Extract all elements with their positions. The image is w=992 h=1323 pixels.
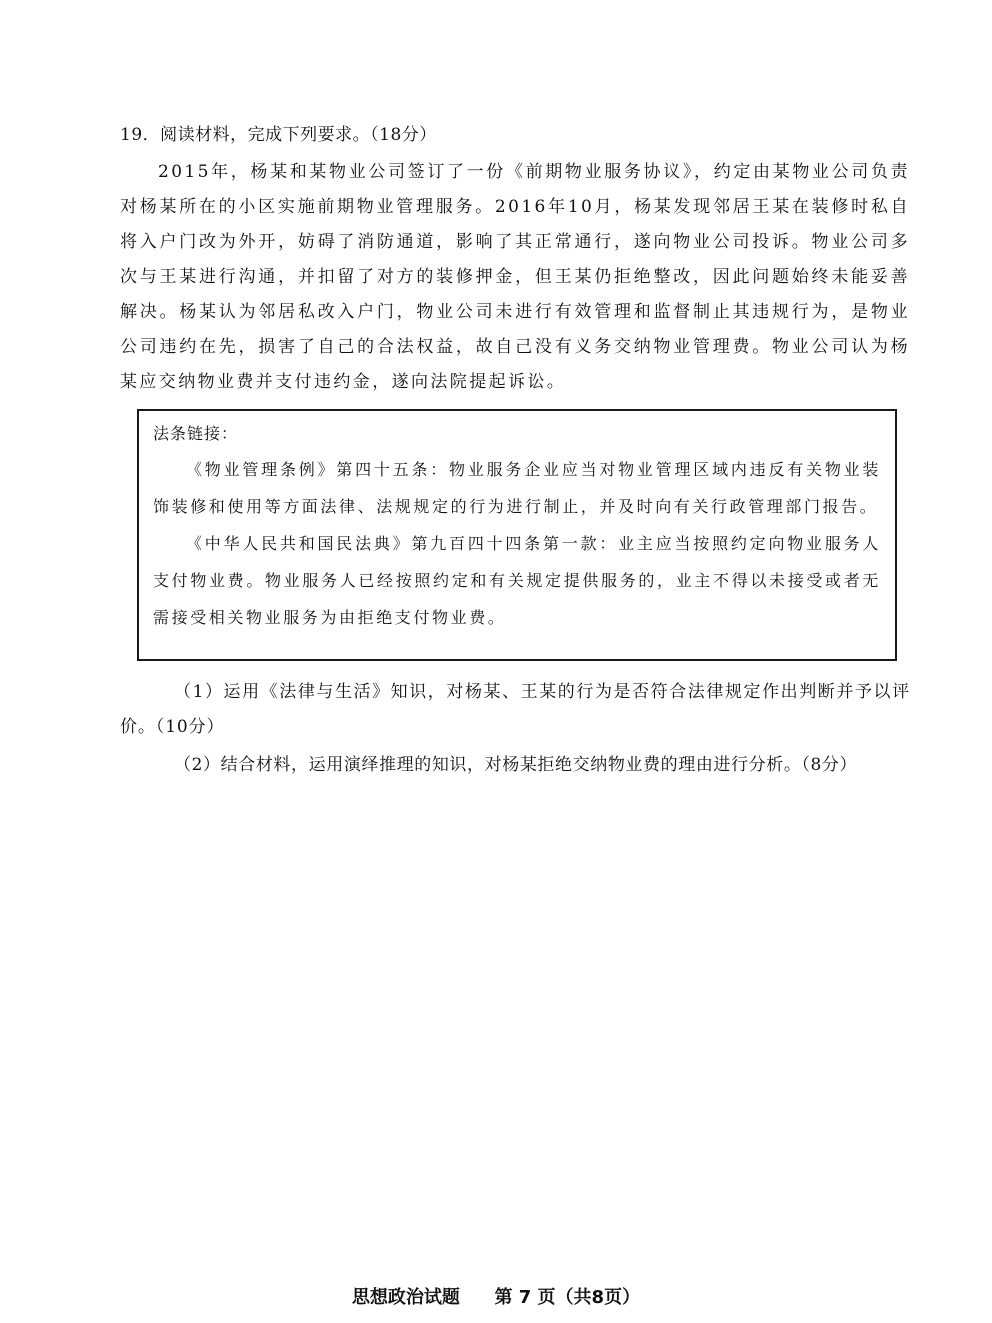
footer-subject: 思想政治试题: [351, 1287, 460, 1308]
footer-page-number: 第 7 页（共8页）: [494, 1287, 641, 1308]
law-box-heading: 法条链接：: [153, 424, 239, 443]
material-paragraph: 2015年，杨某和某物业公司签订了一份《前期物业服务协议》，约定由某物业公司负责对杨某所在的小区实施前期物业管理服务。2016年10月，杨某发现邻居王某在装修时私自将入户门改为外开，妨碍了消防通道，影响了其正常通行，遂向物业公司投诉。物业公司多次与王某进行沟通，并扣留了对方的装修押金，但王某仍拒绝整改，因此问题始终未能妥善解决。杨某认为邻居私改入户门，物业公司未进行有效管理和监督制止其违规行为，是物业公司违约在先，损害了自己的合法权益，故自己没有义务交纳物业管理费。物业公司认为杨某应交纳物业费并支付违约金，遂向法院提起诉讼。: [120, 162, 910, 392]
law-article-property-regulation: 《物业管理条例》第四十五条：物业服务企业应当对物业管理区域内违反有关物业装饰装修和使用等方面法律、法规规定的行为进行制止，并及时向有关行政管理部门报告。: [153, 460, 881, 516]
sub-question-1: （1）运用《法律与生活》知识，对杨某、王某的行为是否符合法律规定作出判断并予以评价。（10分）: [120, 682, 910, 737]
sub-question-2: （2）结合材料，运用演绎推理的知识，对杨某拒绝交纳物业费的理由进行分析。（8分）: [174, 755, 858, 775]
question-title: 19．阅读材料，完成下列要求。（18分）: [120, 125, 437, 145]
law-article-civil-code: 《中华人民共和国民法典》第九百四十四条第一款：业主应当按照约定向物业服务人支付物业费。物业服务人已经按照约定和有关规定提供服务的，业主不得以未接受或者无需接受相关物业服务为由拒绝支付物业费。: [153, 534, 881, 627]
law-reference-box: [137, 409, 897, 661]
page-footer: [0, 1283, 992, 1309]
